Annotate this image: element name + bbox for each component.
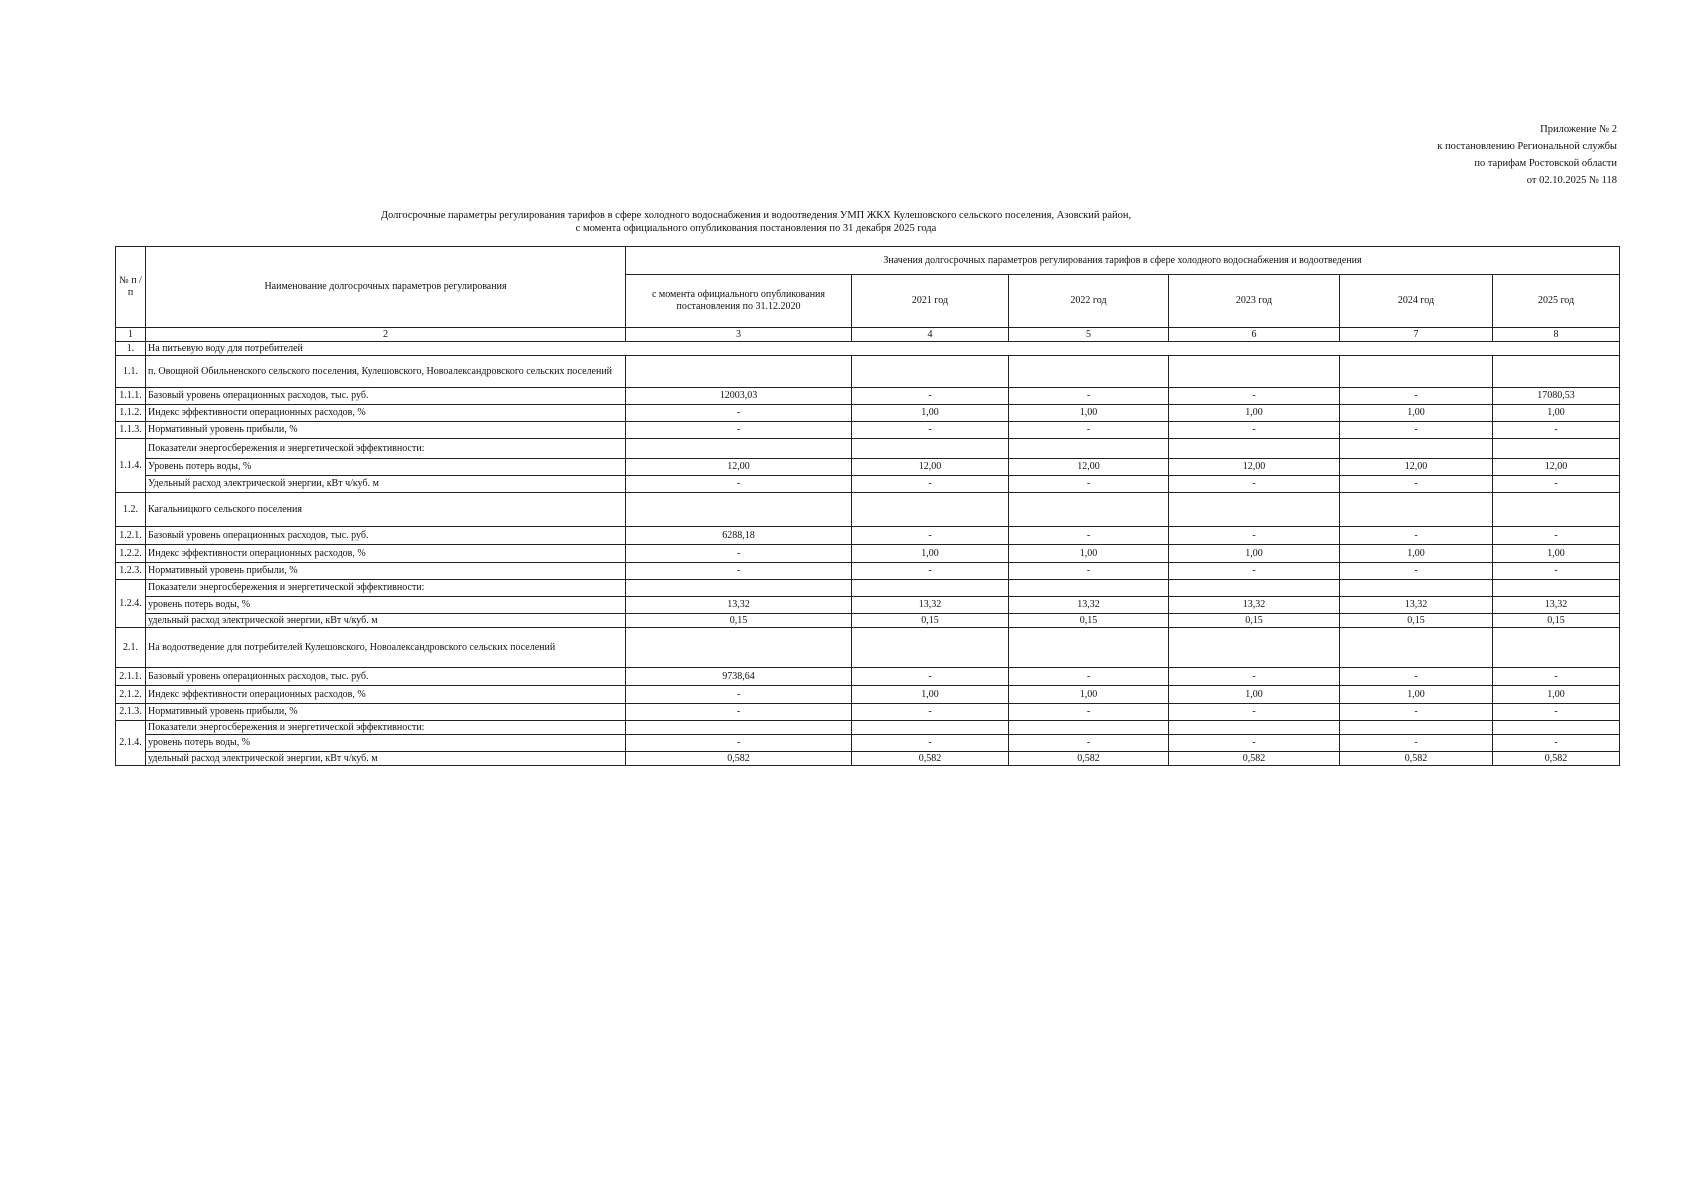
value-cell: -	[1493, 668, 1620, 686]
value-cell: 13,32	[626, 597, 852, 614]
parameter-name: Базовый уровень операционных расходов, тыс. руб.	[146, 388, 626, 405]
row-number: 1.1.4.	[116, 439, 146, 493]
value-cell: 0,582	[852, 752, 1009, 766]
value-cell: 12,00	[852, 459, 1009, 476]
parameter-name: Индекс эффективности операционных расходов, %	[146, 545, 626, 563]
table-row	[116, 459, 1620, 476]
value-cell: 0,15	[626, 614, 852, 628]
value-cell: 1,00	[1009, 545, 1169, 563]
value-cell: -	[1493, 704, 1620, 721]
value-cell: -	[852, 476, 1009, 493]
document-title	[0, 209, 1512, 235]
value-cell: -	[852, 668, 1009, 686]
section-title: На питьевую воду для потребителей	[146, 342, 1620, 356]
header-period-2021: 2021 год	[852, 275, 1009, 328]
value-cell	[1169, 356, 1340, 388]
value-cell: 1,00	[1340, 686, 1493, 704]
column-numbers-row	[116, 328, 1620, 342]
value-cell	[1340, 628, 1493, 668]
appendix-line-3: по тарифам Ростовской области	[1474, 158, 1617, 169]
parameter-name: Нормативный уровень прибыли, %	[146, 422, 626, 439]
value-cell: 17080,53	[1493, 388, 1620, 405]
row-number: 1.2.3.	[116, 563, 146, 580]
row-number: 1.1.	[116, 356, 146, 388]
value-cell: -	[1169, 668, 1340, 686]
value-cell: 0,15	[1169, 614, 1340, 628]
appendix-line-4: от 02.10.2025 № 118	[1526, 175, 1617, 186]
column-number: 3	[626, 328, 852, 342]
value-cell: 0,15	[1009, 614, 1169, 628]
row-number: 1.1.1.	[116, 388, 146, 405]
row-number: 2.1.	[116, 628, 146, 668]
appendix-line-2: к постановлению Региональной службы	[1437, 141, 1617, 152]
value-cell: 0,582	[1340, 752, 1493, 766]
table-row	[116, 388, 1620, 405]
value-cell: -	[626, 405, 852, 422]
table-row	[116, 752, 1620, 766]
value-cell	[1493, 628, 1620, 668]
parameter-name: Нормативный уровень прибыли, %	[146, 563, 626, 580]
value-cell	[1340, 580, 1493, 597]
table-row	[116, 563, 1620, 580]
value-cell	[852, 356, 1009, 388]
value-cell: 0,15	[1340, 614, 1493, 628]
parameter-name: удельный расход электрической энергии, кВт ч/куб. м	[146, 752, 626, 766]
parameter-name: Индекс эффективности операционных расходов, %	[146, 405, 626, 422]
value-cell: 1,00	[1340, 405, 1493, 422]
value-cell: 1,00	[1493, 686, 1620, 704]
header-period-2022: 2022 год	[1009, 275, 1169, 328]
appendix-line-1: Приложение № 2	[1540, 124, 1617, 135]
column-number: 1	[116, 328, 146, 342]
table-row	[116, 422, 1620, 439]
value-cell: -	[852, 422, 1009, 439]
value-cell: -	[1169, 704, 1340, 721]
value-cell: -	[1169, 388, 1340, 405]
parameter-name: уровень потерь воды, %	[146, 597, 626, 614]
value-cell	[626, 580, 852, 597]
value-cell: -	[1340, 422, 1493, 439]
appendix-block	[1437, 121, 1617, 189]
value-cell: 12,00	[626, 459, 852, 476]
table-row	[116, 356, 1620, 388]
table-row	[116, 527, 1620, 545]
value-cell: -	[1009, 563, 1169, 580]
value-cell: -	[1493, 735, 1620, 752]
row-number: 1.2.1.	[116, 527, 146, 545]
value-cell: 6288,18	[626, 527, 852, 545]
title-line-2: с момента официального опубликования постановления по 31 декабря 2025 года	[575, 223, 937, 234]
parameter-group-name: Показатели энергосбережения и энергетической эффективности:	[146, 721, 626, 735]
value-cell: -	[1340, 735, 1493, 752]
value-cell: 12,00	[1169, 459, 1340, 476]
value-cell: 13,32	[1009, 597, 1169, 614]
value-cell: 1,00	[1009, 405, 1169, 422]
value-cell	[852, 628, 1009, 668]
value-cell: 1,00	[852, 686, 1009, 704]
header-number: № п /п	[116, 247, 146, 328]
value-cell: 13,32	[852, 597, 1009, 614]
value-cell	[1493, 580, 1620, 597]
row-number: 1.1.3.	[116, 422, 146, 439]
value-cell: -	[626, 422, 852, 439]
table-row	[116, 735, 1620, 752]
value-cell	[626, 721, 852, 735]
table-row	[116, 597, 1620, 614]
parameter-group-name: Показатели энергосбережения и энергетической эффективности:	[146, 439, 626, 459]
value-cell: 1,00	[1169, 405, 1340, 422]
table-row	[116, 668, 1620, 686]
parameter-name: Уровень потерь воды, %	[146, 459, 626, 476]
value-cell: 1,00	[852, 405, 1009, 422]
value-cell	[1340, 493, 1493, 527]
value-cell: -	[852, 704, 1009, 721]
value-cell: 0,582	[626, 752, 852, 766]
value-cell: -	[626, 686, 852, 704]
value-cell	[626, 628, 852, 668]
value-cell: -	[1493, 422, 1620, 439]
value-cell: 13,32	[1340, 597, 1493, 614]
value-cell: -	[626, 735, 852, 752]
value-cell: 1,00	[1493, 405, 1620, 422]
value-cell: -	[1009, 422, 1169, 439]
subsection-title: п. Овощной Обильненского сельского поселения, Кулешовского, Новоалександровского сельских поселений	[146, 356, 626, 388]
value-cell: 1,00	[1340, 545, 1493, 563]
header-name: Наименование долгосрочных параметров регулирования	[146, 247, 626, 328]
row-number: 2.1.2.	[116, 686, 146, 704]
value-cell	[852, 580, 1009, 597]
header-values: Значения долгосрочных параметров регулирования тарифов в сфере холодного водоснабжения и водоотведения	[626, 247, 1620, 275]
value-cell: -	[1493, 476, 1620, 493]
value-cell: -	[852, 563, 1009, 580]
header-period-1: с момента официального опубликования постановления по 31.12.2020	[626, 275, 852, 328]
value-cell: -	[1009, 388, 1169, 405]
row-number: 1.2.2.	[116, 545, 146, 563]
parameter-name: Индекс эффективности операционных расходов, %	[146, 686, 626, 704]
header-period-2024: 2024 год	[1340, 275, 1493, 328]
value-cell: 0,582	[1493, 752, 1620, 766]
table-row	[116, 405, 1620, 422]
row-number: 2.1.4.	[116, 721, 146, 766]
parameter-name: уровень потерь воды, %	[146, 735, 626, 752]
row-number: 1.	[116, 342, 146, 356]
value-cell	[1493, 356, 1620, 388]
value-cell: -	[1493, 527, 1620, 545]
value-cell: 12,00	[1009, 459, 1169, 476]
column-number: 6	[1169, 328, 1340, 342]
value-cell	[1493, 721, 1620, 735]
value-cell: 12003,03	[626, 388, 852, 405]
row-number: 1.2.4.	[116, 580, 146, 628]
value-cell: -	[626, 704, 852, 721]
value-cell: -	[1340, 668, 1493, 686]
value-cell: -	[1169, 735, 1340, 752]
value-cell: -	[852, 388, 1009, 405]
parameter-name: Базовый уровень операционных расходов, тыс. руб.	[146, 668, 626, 686]
value-cell: -	[852, 527, 1009, 545]
value-cell: 0,582	[1169, 752, 1340, 766]
value-cell	[1169, 628, 1340, 668]
value-cell	[1340, 356, 1493, 388]
value-cell: -	[1169, 422, 1340, 439]
table-row	[116, 545, 1620, 563]
value-cell: 1,00	[1493, 545, 1620, 563]
column-number: 5	[1009, 328, 1169, 342]
table-row	[116, 721, 1620, 735]
value-cell: -	[1169, 527, 1340, 545]
value-cell	[1169, 721, 1340, 735]
value-cell: -	[1169, 563, 1340, 580]
column-number: 2	[146, 328, 626, 342]
parameter-name: Удельный расход электрической энергии, кВт ч/куб. м	[146, 476, 626, 493]
value-cell: 9738,64	[626, 668, 852, 686]
table-row	[116, 628, 1620, 668]
subsection-title: На водоотведение для потребителей Кулешовского, Новоалександровского сельских поселений	[146, 628, 626, 668]
value-cell	[1009, 580, 1169, 597]
value-cell: 1,00	[1009, 686, 1169, 704]
value-cell: -	[1169, 476, 1340, 493]
value-cell: -	[1493, 563, 1620, 580]
value-cell	[1009, 721, 1169, 735]
value-cell	[1493, 493, 1620, 527]
table-row	[116, 476, 1620, 493]
parameters-table	[115, 246, 1620, 766]
value-cell	[852, 493, 1009, 527]
subsection-title: Кагальницкого сельского поселения	[146, 493, 626, 527]
column-number: 8	[1493, 328, 1620, 342]
value-cell	[1169, 439, 1340, 459]
value-cell: 12,00	[1493, 459, 1620, 476]
value-cell: 0,15	[1493, 614, 1620, 628]
value-cell	[852, 439, 1009, 459]
header-period-2023: 2023 год	[1169, 275, 1340, 328]
table-row	[116, 439, 1620, 459]
value-cell: -	[1009, 704, 1169, 721]
value-cell	[626, 356, 852, 388]
value-cell	[1009, 356, 1169, 388]
value-cell	[1009, 628, 1169, 668]
value-cell: -	[1340, 563, 1493, 580]
value-cell	[626, 493, 852, 527]
value-cell: 0,15	[852, 614, 1009, 628]
title-line-1: Долгосрочные параметры регулирования тарифов в сфере холодного водоснабжения и водоотведения УМП ЖКХ Кулешовского сельского поселения, Азовский район,	[380, 210, 1132, 221]
value-cell	[852, 721, 1009, 735]
value-cell: 1,00	[852, 545, 1009, 563]
value-cell	[626, 439, 852, 459]
value-cell: -	[1009, 527, 1169, 545]
table-row	[116, 686, 1620, 704]
value-cell: -	[1340, 527, 1493, 545]
table-row	[116, 342, 1620, 356]
parameter-name: удельный расход электрической энергии, кВт ч/куб. м	[146, 614, 626, 628]
value-cell: -	[1009, 668, 1169, 686]
row-number: 2.1.1.	[116, 668, 146, 686]
column-number: 7	[1340, 328, 1493, 342]
value-cell: 13,32	[1493, 597, 1620, 614]
value-cell: -	[1340, 388, 1493, 405]
value-cell: -	[1009, 476, 1169, 493]
value-cell: -	[626, 476, 852, 493]
table-row	[116, 493, 1620, 527]
value-cell: 1,00	[1169, 545, 1340, 563]
value-cell	[1493, 439, 1620, 459]
parameter-name: Базовый уровень операционных расходов, тыс. руб.	[146, 527, 626, 545]
value-cell	[1340, 439, 1493, 459]
table-row	[116, 580, 1620, 597]
header-period-2025: 2025 год	[1493, 275, 1620, 328]
value-cell: -	[1340, 476, 1493, 493]
row-number: 2.1.3.	[116, 704, 146, 721]
value-cell: 13,32	[1169, 597, 1340, 614]
value-cell: -	[1340, 704, 1493, 721]
value-cell: -	[1009, 735, 1169, 752]
value-cell	[1169, 493, 1340, 527]
table-row	[116, 704, 1620, 721]
value-cell: 0,582	[1009, 752, 1169, 766]
column-number: 4	[852, 328, 1009, 342]
value-cell: -	[626, 545, 852, 563]
value-cell: -	[626, 563, 852, 580]
value-cell: -	[852, 735, 1009, 752]
value-cell	[1009, 493, 1169, 527]
value-cell	[1340, 721, 1493, 735]
table-row	[116, 614, 1620, 628]
value-cell	[1169, 580, 1340, 597]
value-cell: 12,00	[1340, 459, 1493, 476]
value-cell: 1,00	[1169, 686, 1340, 704]
row-number: 1.2.	[116, 493, 146, 527]
value-cell	[1009, 439, 1169, 459]
parameter-name: Нормативный уровень прибыли, %	[146, 704, 626, 721]
row-number: 1.1.2.	[116, 405, 146, 422]
parameter-group-name: Показатели энергосбережения и энергетической эффективности:	[146, 580, 626, 597]
